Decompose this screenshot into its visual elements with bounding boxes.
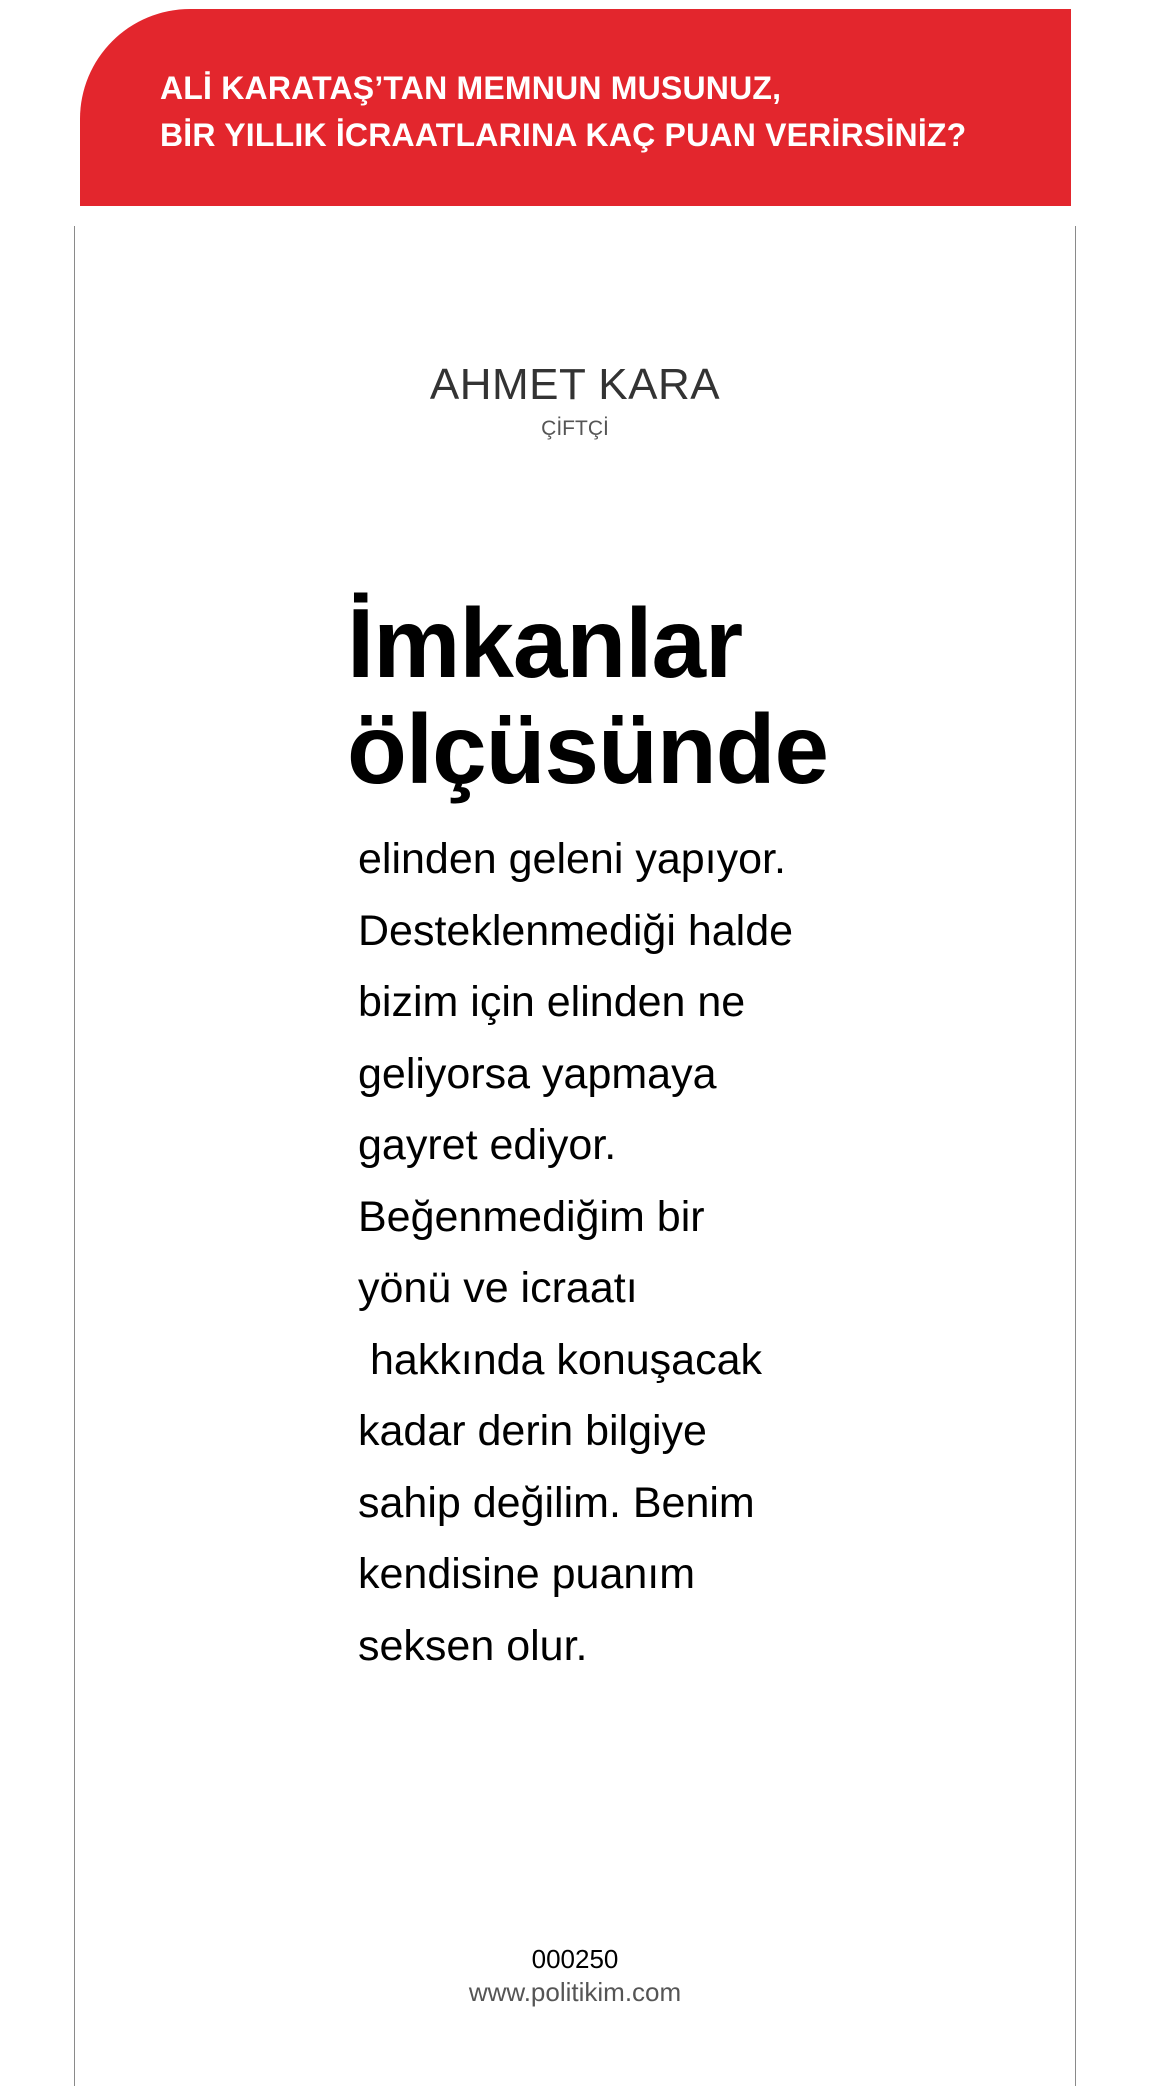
- quote-body-line: kadar derin bilgiye: [358, 1407, 707, 1455]
- website-link[interactable]: www.politikim.com: [468, 1977, 682, 2007]
- person-name: AHMET KARA: [429, 360, 721, 409]
- quote-body-line: elinden geleni yapıyor.: [358, 835, 786, 883]
- quote-body-line: Beğenmediğim bir: [358, 1192, 705, 1241]
- quote-body-line: hakkında konuşacak: [358, 1335, 762, 1384]
- headline-line-1: İmkanlar: [347, 588, 743, 698]
- quote-body-line: Desteklenmediği halde: [358, 906, 794, 955]
- person-occupation: ÇİFTÇİ: [541, 417, 609, 440]
- quote-body-line: seksen olur.: [358, 1621, 588, 1670]
- quote-body-line: yönü ve icraatı: [358, 1264, 638, 1312]
- quote-body-line: kendisine puanım: [358, 1550, 696, 1598]
- reference-code: 000250: [531, 1944, 619, 1974]
- quote-headline: [347, 590, 1047, 802]
- header-banner: [80, 9, 1071, 206]
- quote-body-line: bizim için elinden ne: [358, 978, 746, 1026]
- quote-body-line: geliyorsa yapmaya: [358, 1049, 717, 1098]
- quote-body: [358, 824, 918, 1682]
- quote-body-line: sahip değilim. Benim: [358, 1478, 755, 1527]
- banner-question-line-1: ALİ KARATAŞ’TAN MEMNUN MUSUNUZ,: [160, 70, 782, 106]
- banner-question-line-2: BİR YILLIK İCRAATLARINA KAÇ PUAN VERİRSİNİZ?: [160, 117, 967, 153]
- quote-body-line: gayret ediyor.: [358, 1121, 617, 1169]
- headline-line-2: ölçüsünde: [347, 694, 829, 804]
